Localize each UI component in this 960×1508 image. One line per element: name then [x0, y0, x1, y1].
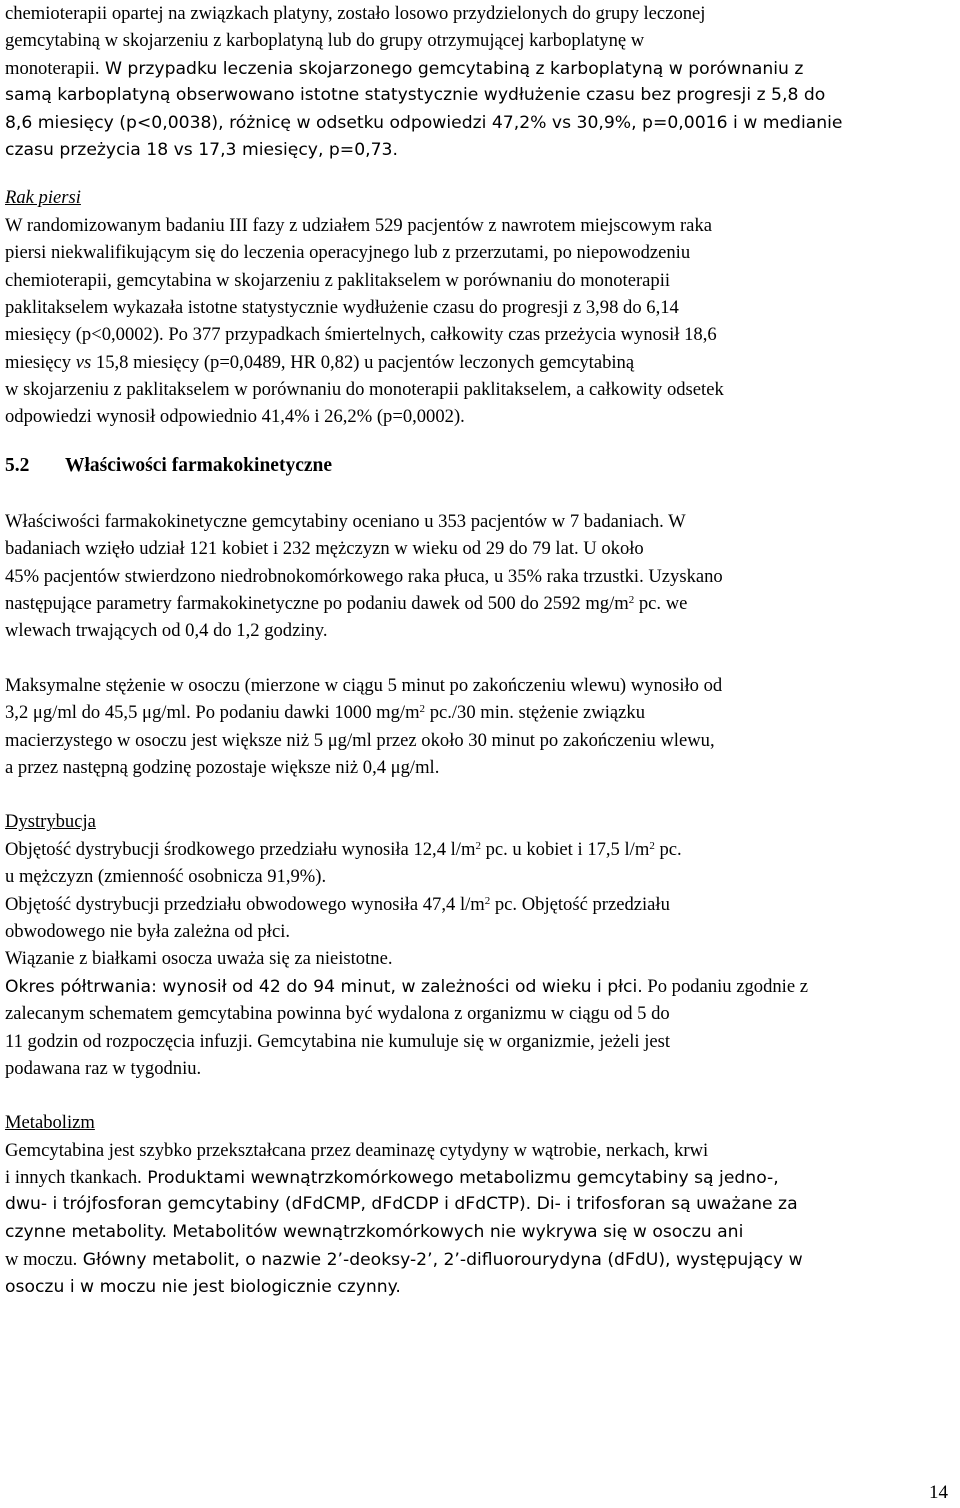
text-line: 45% pacjentów stwierdzono niedrobnokomórkowego raka płuca, u 35% raka trzustki. Uzyskano — [5, 565, 723, 587]
text-line: w skojarzeniu z paklitakselem w porównaniu do monoterapii paklitakselem, a całkowity odsetek — [5, 379, 724, 401]
breast-cancer-section — [5, 184, 957, 431]
metabolism-section — [5, 1109, 957, 1301]
pk-intro-paragraph — [5, 508, 957, 645]
text-line: Maksymalne stężenie w osoczu (mierzone w ciągu 5 minut po zakończeniu wlewu) wynosiło od — [5, 674, 723, 696]
text-line: w moczu. Główny metabolit, o nazwie 2’-deoksy-2’, 2’-difluorourydyna (dFdU), występujący w — [5, 1249, 803, 1271]
page-number: 14 — [929, 1482, 948, 1503]
document-page — [5, 0, 957, 1301]
text-line: następujące parametry farmakokinetyczne po podaniu dawek od 500 do 2592 $mg/m^2$ pc. we — [5, 593, 688, 615]
text-line: zalecanym schematem gemcytabina powinna być wydalona z organizmu w ciągu od 5 do — [5, 1003, 670, 1025]
text-line: Objętość dystrybucji środkowego przedziału wynosiła 12,4 $l/m^2$ pc. u kobiet i 17,5 $l/m^2$ pc. — [5, 838, 682, 860]
text-line: Objętość dystrybucji przedziału obwodowego wynosiła 47,4 $l/m^2$ pc. Objętość przedziału — [5, 893, 670, 915]
text-line: Wiązanie z białkami osocza uważa się za nieistotne. — [5, 948, 393, 970]
text-line: a przez następną godzinę pozostaje większe niż 0,4 μg/ml. — [5, 756, 440, 778]
distribution-section — [5, 808, 957, 1082]
text-line: samą karboplatyną obserwowano istotne statystycznie wydłużenie czasu bez progresji z 5,8 do — [5, 85, 826, 106]
text-line: badaniach wzięło udział 121 kobiet i 232 mężczyzn w wieku od 29 do 79 lat. U około — [5, 538, 644, 560]
text-line: osoczu i w moczu nie jest biologicznie czynny. — [5, 1276, 401, 1297]
text-line: chemioterapii, gemcytabina w skojarzeniu z paklitakselem w porównaniu do monoterapii — [5, 269, 671, 291]
section-title: Właściwości farmakokinetyczne — [65, 454, 333, 476]
text-line: podawana raz w tygodniu. — [5, 1057, 202, 1079]
text-line: piersi niekwalifikującym się do leczenia operacyjnego lub z przerzutami, po niepowodzeniu — [5, 242, 691, 264]
text-line: 8,6 miesięcy (p<0,0038), różnicę w odsetku odpowiedzi 47,2% vs 30,9%, p=0,0016 i w medianie — [5, 112, 843, 133]
text-line: dwu- i trójfosforan gemcytabiny (dFdCMP, dFdCDP i dFdCTP). Di- i trifosforan są uważane za — [5, 1194, 798, 1215]
text-line: odpowiedzi wynosił odpowiednio 41,4% i 26,2% (p=0,0002). — [5, 406, 465, 428]
text-line: Gemcytabina jest szybko przekształcana przez deaminazę cytydyny w wątrobie, nerkach, krwi — [5, 1139, 709, 1161]
text-line: chemioterapii opartej na związkach platyny, zostało losowo przydzielonych do grupy leczonej — [5, 3, 706, 24]
text-line: gemcytabiną w skojarzeniu z karboplatyną lub do grupy otrzymującej karboplatynę w — [5, 30, 645, 52]
text-line: Właściwości farmakokinetyczne gemcytabiny oceniano u 353 pacjentów w 7 badaniach. W — [5, 510, 686, 532]
text-line: czasu przeżycia 18 vs 17,3 miesięcy, p=0,73. — [5, 139, 398, 160]
subheading-breast-cancer: Rak piersi — [5, 187, 81, 209]
text-line: monoterapii. W przypadku leczenia skojarzonego gemcytabiną z karboplatyną w porównaniu z — [5, 57, 804, 79]
text-line: i innych tkankach. Produktami wewnątrzkomórkowego metabolizmu gemcytabiny są jedno-, — [5, 1167, 779, 1189]
text-line: wlewach trwających od 0,4 do 1,2 godziny. — [5, 620, 328, 642]
text-line: obwodowego nie była zależna od płci. — [5, 920, 291, 942]
text-line: paklitakselem wykazała istotne statystycznie wydłużenie czasu do progresji z 3,98 do 6,14 — [5, 296, 679, 318]
text-line: W randomizowanym badaniu III fazy z udziałem 529 pacjentów z nawrotem miejscowym raka — [5, 214, 712, 236]
text-line: macierzystego w osoczu jest większe niż 5 μg/ml przez około 30 minut po zakończeniu wlewu, — [5, 729, 715, 751]
text-line: u mężczyzn (zmienność osobnicza 91,9%). — [5, 866, 327, 888]
text-line: miesięcy (p<0,0002). Po 377 przypadkach śmiertelnych, całkowity czas przeżycia wynosił 18,6 — [5, 324, 717, 346]
section-number: 5.2 — [5, 454, 30, 476]
text-line: miesięcy vs 15,8 miesięcy (p=0,0489, HR 0,82) u pacjentów leczonych gemcytabiną — [5, 351, 635, 373]
intro-paragraph — [5, 0, 957, 164]
subheading-metabolism: Metabolizm — [5, 1112, 95, 1134]
cmax-paragraph — [5, 672, 957, 782]
text-line: Okres półtrwania: wynosił od 42 do 94 minut, w zależności od wieku i płci. Po podaniu zgodnie z — [5, 975, 808, 997]
text-line: 11 godzin od rozpoczęcia infuzji. Gemcytabina nie kumuluje się w organizmie, jeżeli jest — [5, 1030, 671, 1052]
text-line: czynne metabolity. Metabolitów wewnątrzkomórkowych nie wykrywa się w osoczu ani — [5, 1221, 744, 1242]
subheading-distribution: Dystrybucja — [5, 811, 96, 833]
text-line: 3,2 μg/ml do 45,5 μg/ml. Po podaniu dawki 1000 $mg/m^2$ pc./30 min. stężenie związku — [5, 702, 645, 724]
section-heading — [5, 451, 957, 481]
